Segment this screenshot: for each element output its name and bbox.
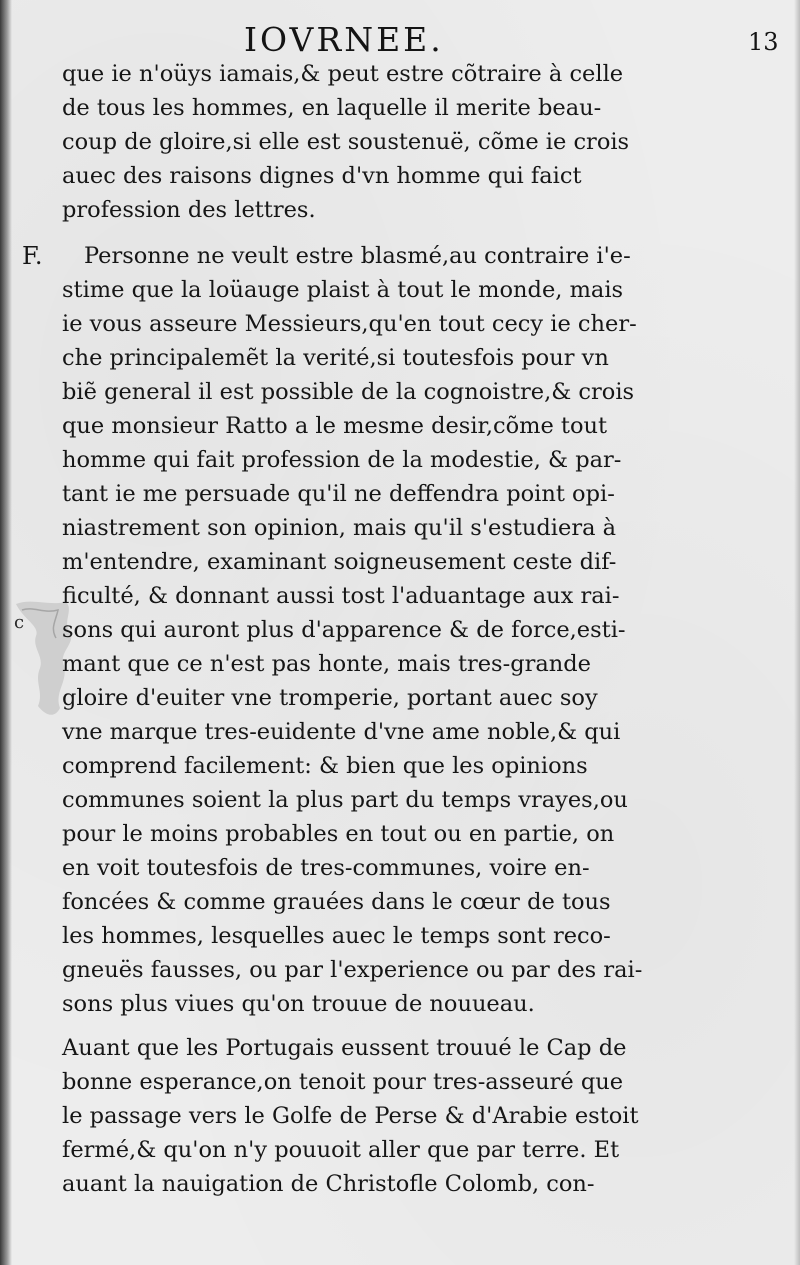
text-line: pour le moins probables en tout ou en partie, on [62,821,615,847]
speaker-marker: F. [22,242,43,270]
text-line: communes soient la plus part du temps vrayes,ou [62,787,628,813]
text-line: ficulté, & donnant aussi tost l'aduantage aux rai- [62,583,620,609]
text-line: biẽ general il est possible de la cognoistre,& crois [62,379,635,405]
text-line: de tous les hommes, en laquelle il merite beau- [62,95,602,121]
text-line: le passage vers le Golfe de Perse & d'Arabie estoit [62,1103,639,1129]
page-number: 13 [748,28,779,56]
text-line: niastrement son opinion, mais qu'il s'estudiera à [62,515,617,541]
text-line: ie vous asseure Messieurs,qu'en tout cecy ie cher- [62,311,637,337]
text-line: fermé,& qu'on n'y pouuoit aller que par terre. Et [62,1137,620,1163]
text-line: sons plus viues qu'on trouue de nouueau. [62,991,535,1017]
text-line: les hommes, lesquelles auec le temps sont reco- [62,923,611,949]
margin-note: c [14,612,25,633]
text-line: foncées & comme grauées dans le cœur de tous [62,889,611,915]
text-line: coup de gloire,si elle est soustenuë, cõme ie crois [62,129,630,155]
text-line: Auant que les Portugais eussent trouué le Cap de [62,1035,627,1061]
text-line: gneuës fausses, ou par l'experience ou par des rai- [62,957,643,983]
text-line: homme qui fait profession de la modestie, & par- [62,447,622,473]
text-line: comprend facilement: & bien que les opinions [62,753,588,779]
text-line: que ie n'oüys iamais,& peut estre cõtraire à celle [62,61,624,87]
text-line: profession des lettres. [62,197,316,223]
text-line: auant la nauigation de Christofle Colomb, con- [62,1171,595,1197]
text-line: en voit toutesfois de tres-communes, voire en- [62,855,590,881]
text-line: m'entendre, examinant soigneusement ceste dif- [62,549,617,575]
running-title: IOVRNEE. [244,20,444,59]
text-line: gloire d'euiter vne tromperie, portant auec soy [62,685,598,711]
text-line: auec des raisons dignes d'vn homme qui faict [62,163,582,189]
text-line: mant que ce n'est pas honte, mais tres-grande [62,651,591,677]
text-line: vne marque tres-euidente d'vne ame noble,& qui [62,719,621,745]
text-line: stime que la loüauge plaist à tout le monde, mais [62,277,624,303]
text-line: sons qui auront plus d'apparence & de force,esti- [62,617,626,643]
page-edge [794,0,800,1265]
text-line: que monsieur Ratto a le mesme desir,cõme tout [62,413,608,439]
text-line: che principalemẽt la verité,si toutesfois pour vn [62,345,609,371]
text-line: tant ie me persuade qu'il ne deffendra point opi- [62,481,615,507]
text-line: Personne ne veult estre blasmé,au contraire i'e- [84,243,631,269]
page-header [0,20,800,60]
gutter-shadow [0,0,12,1265]
text-line: bonne esperance,on tenoit pour tres-asseuré que [62,1069,624,1095]
